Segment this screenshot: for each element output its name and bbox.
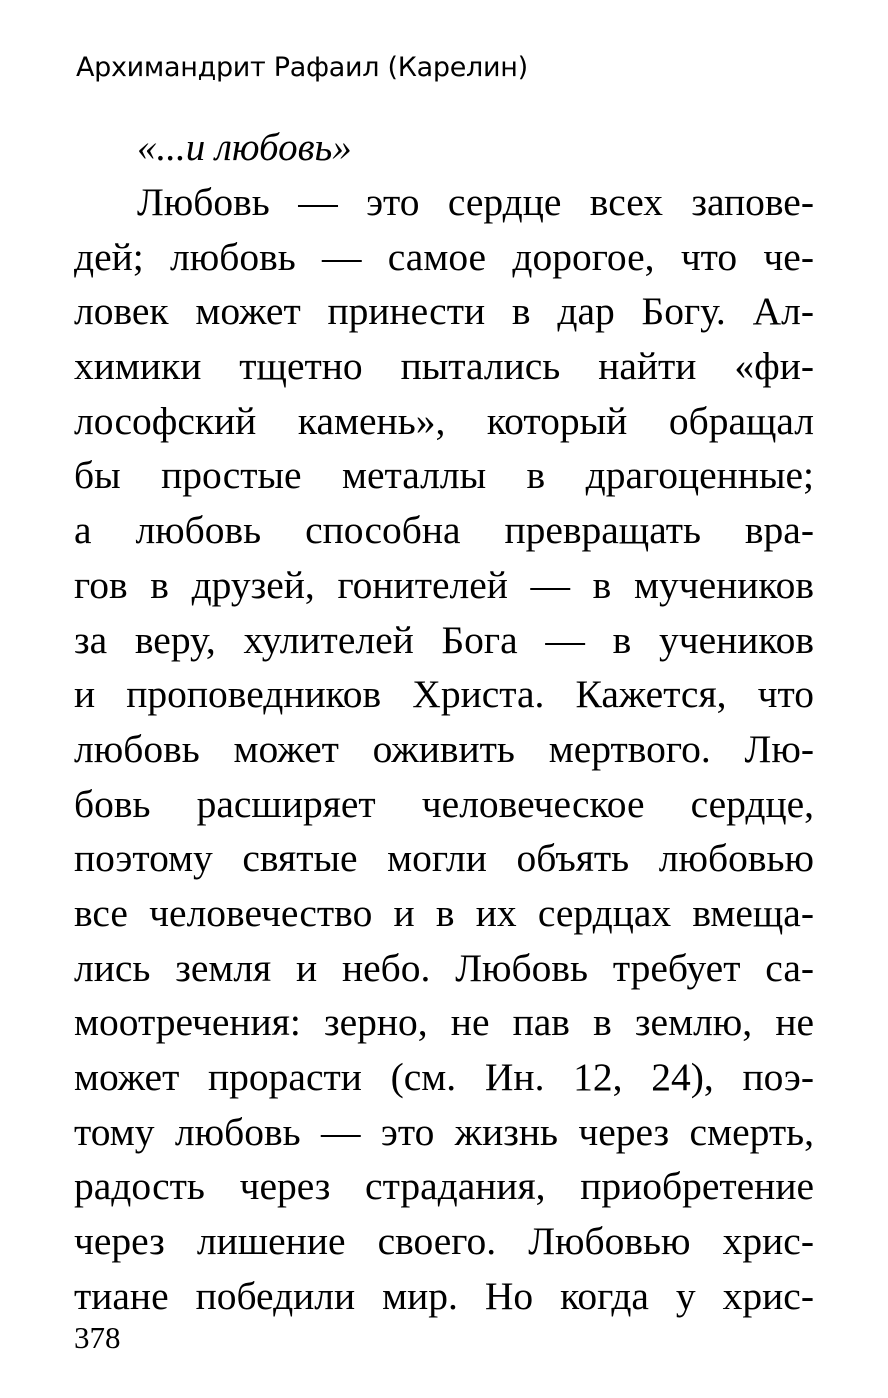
body-text	[74, 175, 814, 1323]
text-line: гов в друзей, гонителей — в мучеников	[74, 562, 814, 607]
section-title: «...и любовь»	[137, 126, 352, 169]
text-line: Любовь — это сердце всех запове-	[137, 180, 814, 224]
text-line: ловек может принести в дар Богу. Ал-	[74, 289, 814, 334]
text-line: поэтому святые могли объять любовью	[74, 836, 814, 881]
text-line: все человечество и в их сердцах вмеща-	[74, 890, 814, 935]
text-line: химики тщетно пытались найти «фи-	[74, 344, 814, 389]
text-line: дей; любовь — самое дорогое, что че-	[74, 234, 814, 279]
text-line: а любовь способна превращать вра-	[74, 508, 814, 553]
text-line: может прорасти (см. Ин. 12, 24), поэ-	[74, 1055, 814, 1099]
text-line: лософский камень», который обращал	[74, 398, 814, 443]
text-line: моотречения: зерно, не пав в землю, не	[74, 1000, 814, 1045]
text-line: за веру, хулителей Бога — в учеников	[74, 617, 814, 662]
text-line: тому любовь — это жизнь через смерть,	[74, 1109, 814, 1154]
text-line: бовь расширяет человеческое сердце,	[74, 781, 814, 826]
page-number: 378	[74, 1320, 121, 1355]
text-line: и проповедников Христа. Кажется, что	[74, 672, 814, 717]
text-line: через лишение своего. Любовью хрис-	[74, 1219, 814, 1264]
text-line: тиане победили мир. Но когда у хрис-	[74, 1273, 814, 1318]
running-head: Архимандрит Рафаил (Карелин)	[76, 52, 528, 83]
text-line: лись земля и небо. Любовь требует са-	[74, 945, 814, 990]
text-line: бы простые металлы в драгоценные;	[74, 453, 814, 498]
text-line: любовь может оживить мертвого. Лю-	[74, 726, 814, 771]
text-line: радость через страдания, приобретение	[74, 1164, 814, 1209]
